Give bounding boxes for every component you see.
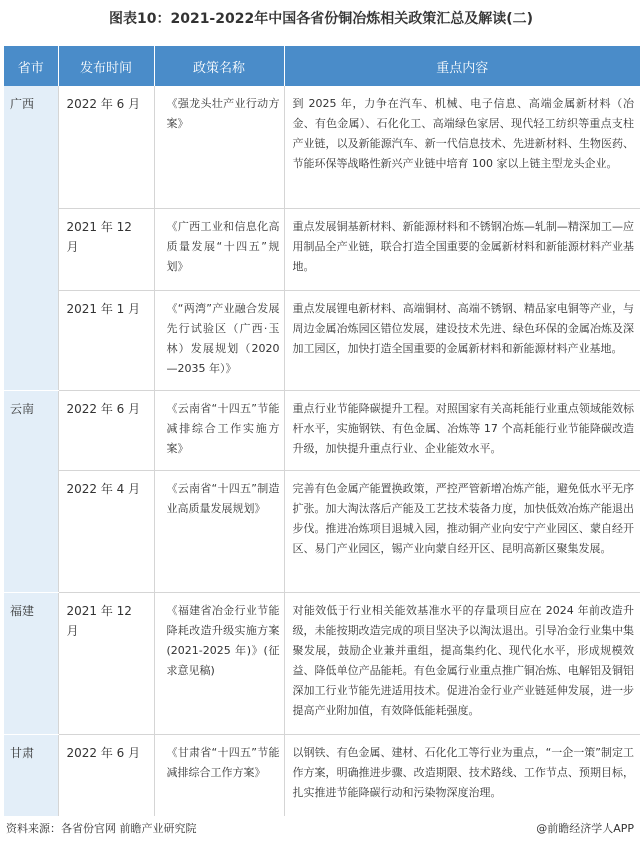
policy-name-cell: 《甘肃省“十四五”节能减排综合工作方案》 <box>154 734 284 816</box>
policy-name-cell: 《云南省“十四五”制造业高质量发展规划》 <box>154 470 284 592</box>
header-time: 发布时间 <box>58 46 154 86</box>
header-policy-name: 政策名称 <box>154 46 284 86</box>
time-cell: 2022 年 6 月 <box>58 734 154 816</box>
page-title: 图表10：2021-2022年中国各省份铜冶炼相关政策汇总及解读(二) <box>108 11 534 27</box>
header-province: 省市 <box>4 46 58 86</box>
province-cell: 甘肃 <box>4 734 58 816</box>
table-row <box>4 390 640 470</box>
content-cell: 重点发展铜基新材料、新能源材料和不锈钢冶炼—轧制—精深加工—应用制品全产业链，联合打造全国重要的金属新材料和新能源材料产业基地。 <box>284 208 640 290</box>
table-row <box>4 86 640 208</box>
table-row <box>4 470 640 592</box>
time-cell: 2021 年 12 月 <box>58 208 154 290</box>
time-cell: 2022 年 6 月 <box>58 390 154 470</box>
time-cell: 2022 年 4 月 <box>58 470 154 592</box>
brand-credit: @前瞻经济学人APP <box>536 822 634 835</box>
policy-name-cell: 《云南省“十四五”节能减排综合工作实施方案》 <box>154 390 284 470</box>
content-cell: 重点行业节能降碳提升工程。对照国家有关高耗能行业重点领域能效标杆水平，实施钢铁、有色金属、冶炼等 17 个高耗能行业节能降碳改造升级，加快提升重点行业、企业能效水平。 <box>284 390 640 470</box>
policy-name-cell: 《强龙头壮产业行动方案》 <box>154 86 284 208</box>
policy-name-cell: 《福建省冶金行业节能降耗改造升级实施方案(2021-2025 年)》(征求意见稿) <box>154 592 284 734</box>
time-cell: 2022 年 6 月 <box>58 86 154 208</box>
policy-name-cell: 《广西工业和信息化高质量发展“十四五”规划》 <box>154 208 284 290</box>
table-row <box>4 208 640 290</box>
province-cell: 福建 <box>4 592 58 734</box>
table-row <box>4 734 640 816</box>
source-note: 资料来源：各省份官网 前瞻产业研究院 <box>6 822 197 835</box>
header-key-content: 重点内容 <box>284 46 640 86</box>
policy-name-cell: 《“两湾”产业融合发展先行试验区（广西·玉林）发展规划（2020—2035 年）》 <box>154 290 284 390</box>
table-row <box>4 290 640 390</box>
content-cell: 完善有色金属产能置换政策，严控严管新增冶炼产能，避免低水平无序扩张。加大淘汰落后产能及工艺技术装备力度，加快低效冶炼产能退出步伐。推进冶炼项目退城入园，推动铜产业向安宁产业园区、蒙自经开区、易门产业园区，锡产业向蒙自经开区、昆明高新区聚集发展。 <box>284 470 640 592</box>
time-cell: 2021 年 1 月 <box>58 290 154 390</box>
table-header-row <box>4 46 640 86</box>
content-cell: 对能效低于行业相关能效基准水平的存量项目应在 2024 年前改造升级，未能按期改造完成的项目坚决予以淘汰退出。引导冶金行业集中集聚发展，鼓励企业兼并重组，提高集约化、现代化水平，形成规模效益、降低单位产品能耗。有色金属行业重点推广铜冶炼、电解铝及铜铝深加工行业节能先进适用技术。促进冶金行业产业链延伸发展，进一步提高产业附加值，有效降低能耗强度。 <box>284 592 640 734</box>
table-row <box>4 592 640 734</box>
policy-table <box>4 46 640 816</box>
province-cell: 云南 <box>4 390 58 592</box>
province-cell: 广西 <box>4 86 58 390</box>
time-cell: 2021 年 12 月 <box>58 592 154 734</box>
content-cell: 重点发展锂电新材料、高端铜材、高端不锈钢、精品家电铜等产业，与周边金属冶炼园区错位发展，建设技术先进、绿色环保的金属冶炼及深加工园区，加快打造全国重要的金属新材料和新能源材料产业基地。 <box>284 290 640 390</box>
content-cell: 以钢铁、有色金属、建材、石化化工等行业为重点，“一企一策”制定工作方案，明确推进步骤、改造期限、技术路线、工作节点、预期目标，扎实推进节能降碳行动和污染物深度治理。 <box>284 734 640 816</box>
content-cell: 到 2025 年，力争在汽车、机械、电子信息、高端金属新材料（冶金、有色金属）、石化化工、高端绿色家居、现代轻工纺织等重点支柱产业链，以及新能源汽车、新一代信息技术、先进新材料、生物医药、节能环保等战略性新兴产业链中培育 100 家以上链主型龙头企业。 <box>284 86 640 208</box>
